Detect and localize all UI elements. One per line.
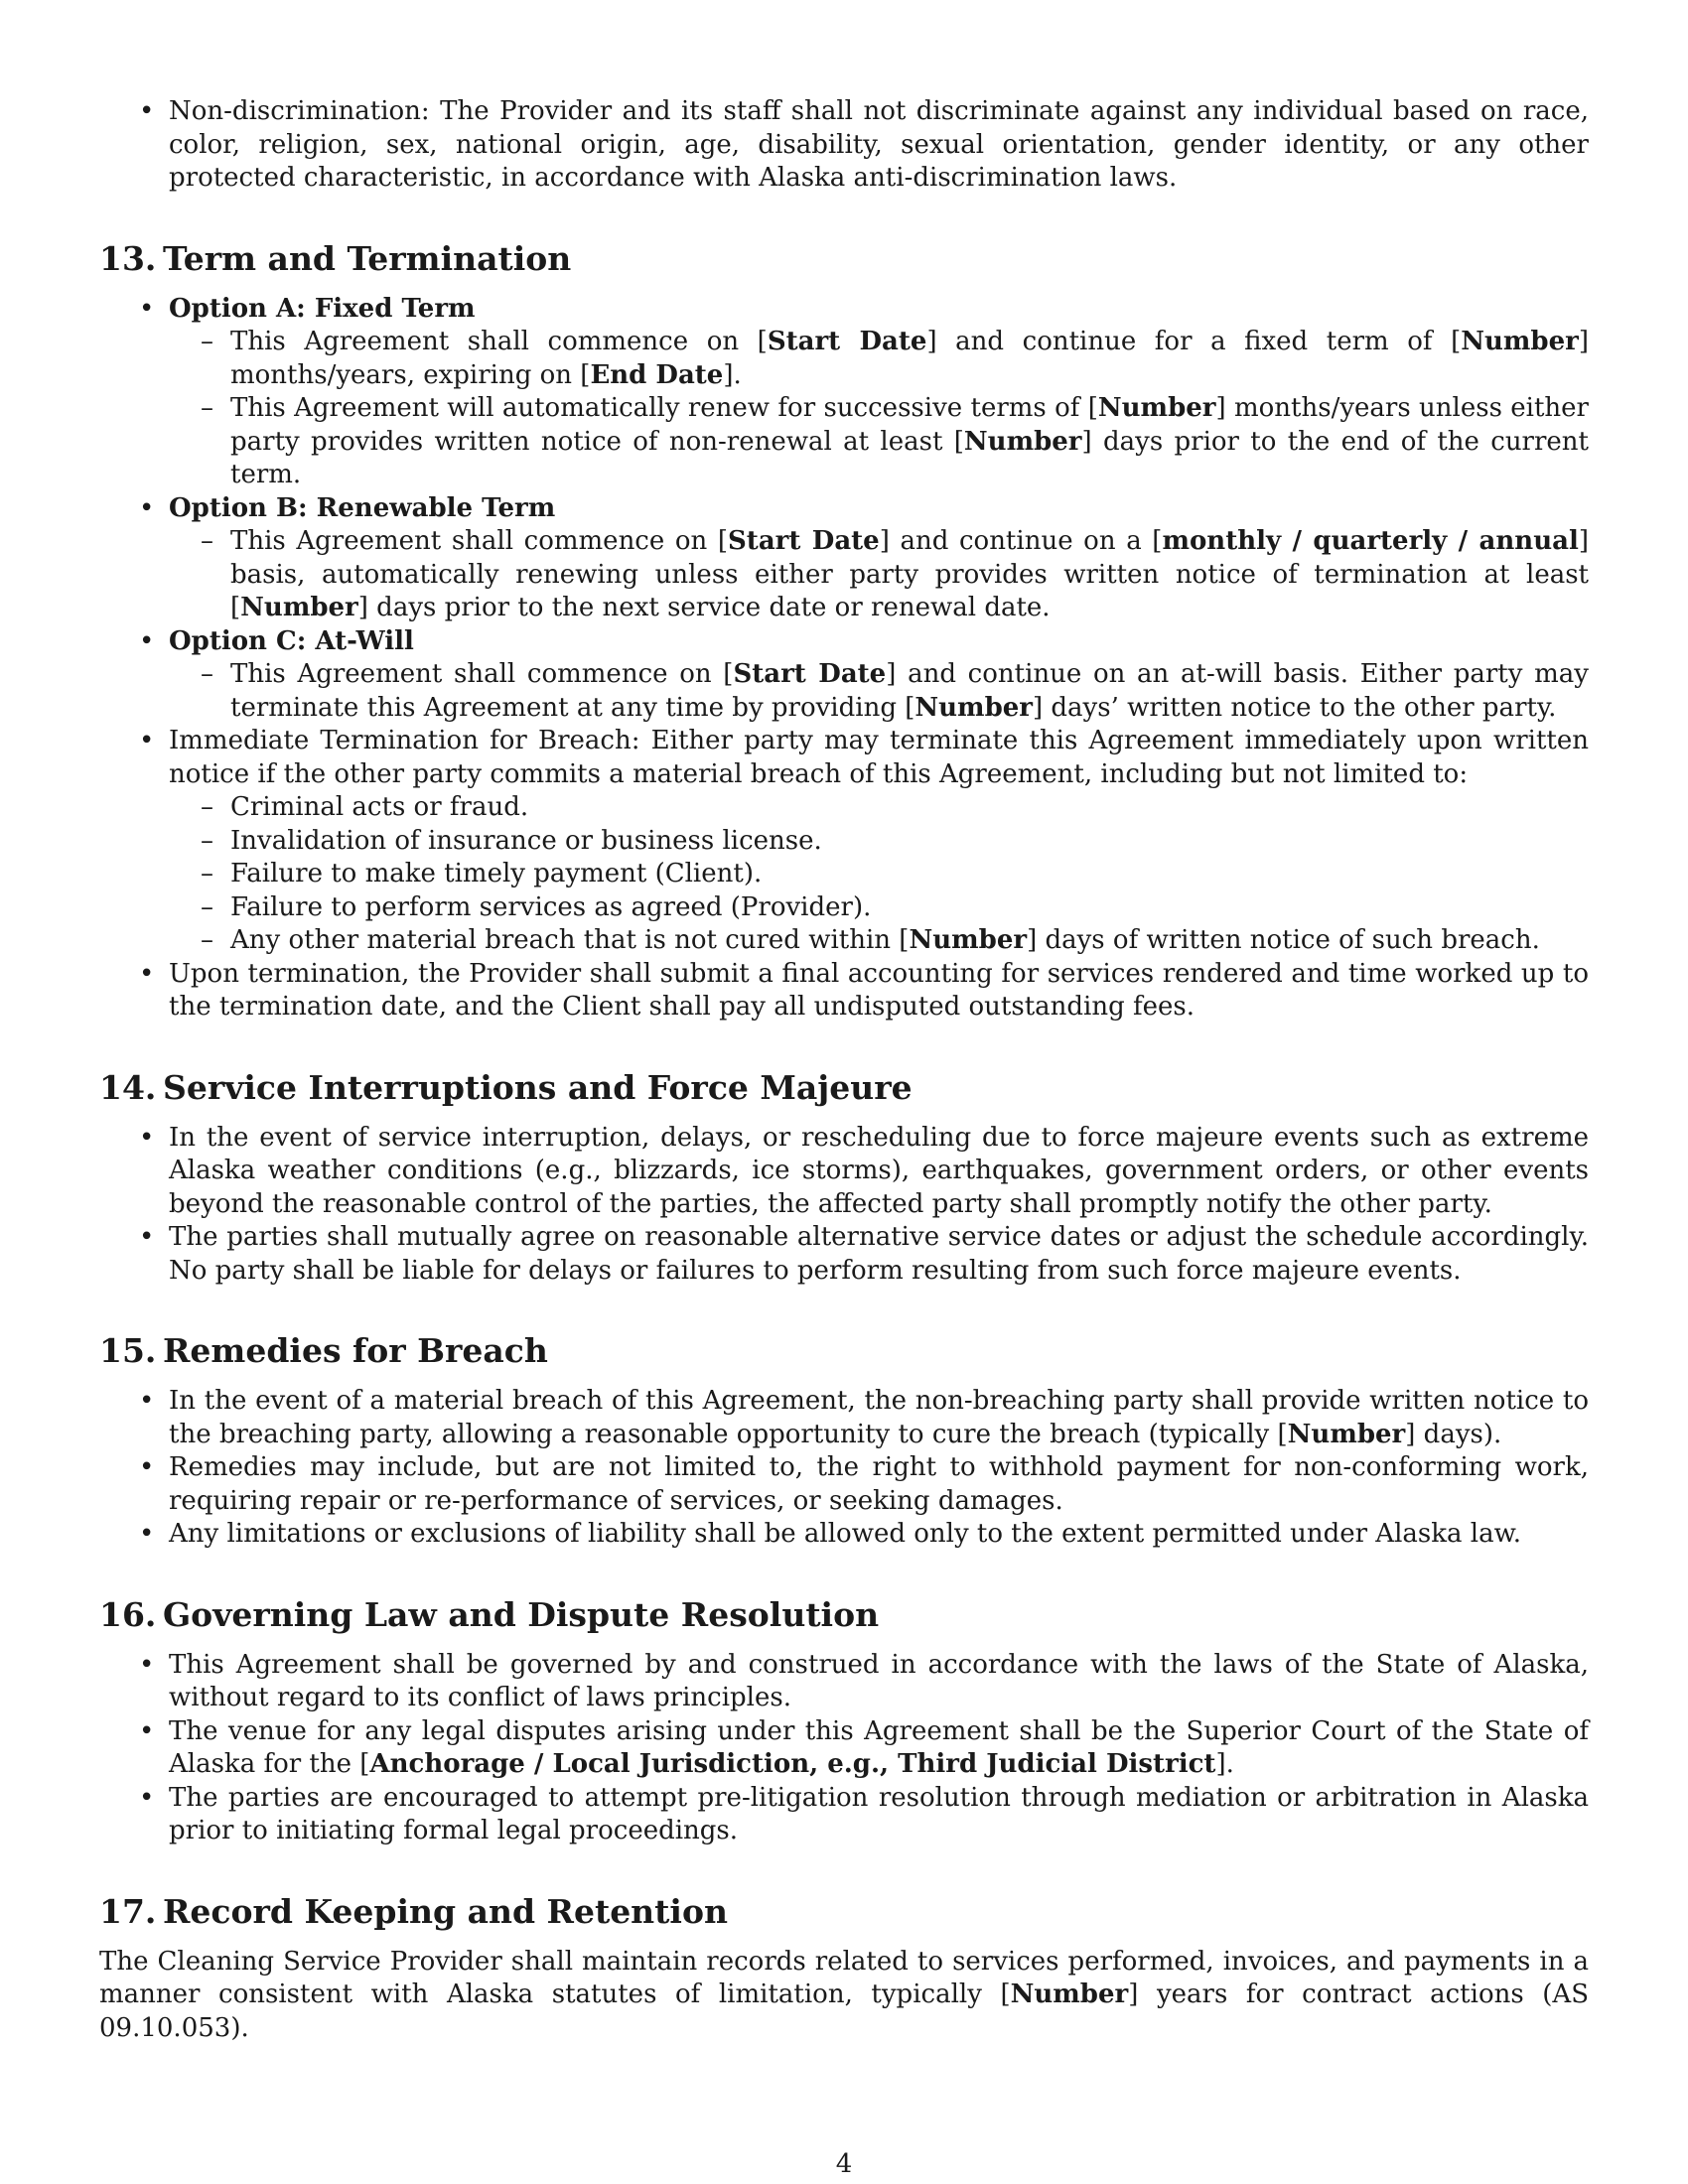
- section-16-list: [99, 1649, 1589, 1848]
- breach-item: • Immediate Termination for Breach: Either party may terminate this Agreement immediately upon written notice if the other party commits a material breach of this Agreement, including but not limited to: – Criminal acts or fraud. – Invalidation of insurance or business license. – Failure to make timely payment (Client). – Failure to perform services as agreed (Provider). – Any other material breach that is not cured within [Number] days of written notice of such breach.: [99, 725, 1589, 958]
- section-heading-17: 17. Record Keeping and Retention: [99, 1891, 728, 1931]
- section-heading-15: 15. Remedies for Breach: [99, 1331, 548, 1370]
- placeholder: Start Date: [728, 526, 880, 556]
- placeholder: Number: [1287, 1419, 1406, 1449]
- section-13-list: [99, 293, 1589, 1024]
- list-item: • The parties are encouraged to attempt pre-litigation resolution through mediation or arbitration in Alaska prior to initiating formal legal proceedings.: [99, 1782, 1589, 1848]
- option-a: [99, 293, 1589, 492]
- list-item: • Upon termination, the Provider shall submit a final accounting for services rendered and time worked up to the termination date, and the Client shall pay all undisputed outstanding fees.: [99, 958, 1589, 1024]
- page-number: 4: [835, 2149, 853, 2179]
- placeholder: Number: [909, 925, 1028, 955]
- placeholder: monthly / quarterly / annual: [1162, 526, 1579, 556]
- option-label: Option A: Fixed Term: [169, 293, 476, 324]
- list-item: – This Agreement shall commence on [Start Date] and continue for a fixed term of [Number] months/years, expiring on [End Date].: [169, 326, 1589, 392]
- list-item: – Invalidation of insurance or business license.: [169, 825, 1589, 859]
- placeholder: Start Date: [733, 659, 887, 689]
- placeholder: Number: [1097, 393, 1216, 423]
- section-14-list: [99, 1122, 1589, 1289]
- section-15-list: [99, 1385, 1589, 1552]
- list-item: • Remedies may include, but are not limited to, the right to withhold payment for non-conforming work, requiring repair or re-performance of services, or seeking damages.: [99, 1451, 1589, 1518]
- option-label: Option C: At-Will: [169, 625, 414, 656]
- placeholder: Number: [963, 426, 1082, 457]
- list-item: • The parties shall mutually agree on reasonable alternative service dates or adjust the schedule accordingly. No party shall be liable for delays or failures to perform resulting from such force majeure events.: [99, 1221, 1589, 1288]
- list-item: – Failure to perform services as agreed (Provider).: [169, 891, 1589, 925]
- list-item: • In the event of service interruption, delays, or rescheduling due to force majeure events such as extreme Alaska weather conditions (e.g., blizzards, ice storms), earthquakes, government orders, or other events beyond the reasonable control of the parties, the affected party shall promptly notify the other party.: [99, 1122, 1589, 1222]
- list-item: • Any limitations or exclusions of liability shall be allowed only to the extent permitted under Alaska law.: [99, 1518, 1589, 1552]
- list-item: • The venue for any legal disputes arising under this Agreement shall be the Superior Court of the State of Alaska for the [Anchorage / Local Jurisdiction, e.g., Third Judicial District].: [99, 1715, 1589, 1782]
- list-item: – This Agreement will automatically renew for successive terms of [Number] months/years unless either party provides written notice of non-renewal at least [Number] days prior to the end of the current term.: [169, 392, 1589, 492]
- placeholder: Number: [1010, 1979, 1129, 2009]
- paragraph: The Cleaning Service Provider shall maintain records related to services performed, invoices, and payments in a manner consistent with Alaska statutes of limitation, typically [Number] years for contract actions (AS 09.10.053).: [99, 1946, 1589, 2043]
- list-item: – This Agreement shall commence on [Start Date] and continue on an at-will basis. Either party may terminate this Agreement at any time by providing [Number] days’ written notice to the other party.: [169, 658, 1589, 725]
- placeholder: Start Date: [767, 327, 927, 356]
- list-item: • In the event of a material breach of this Agreement, the non-breaching party shall provide written notice to the breaching party, allowing a reasonable opportunity to cure the breach (typically [Number] days).: [99, 1385, 1589, 1451]
- section-heading-16: 16. Governing Law and Dispute Resolution: [99, 1594, 880, 1634]
- list-item: – Failure to make timely payment (Client).: [169, 858, 1589, 891]
- placeholder: Number: [914, 692, 1033, 723]
- option-label: Option B: Renewable Term: [169, 492, 556, 523]
- placeholder: Number: [240, 593, 358, 622]
- intro-list: [99, 95, 1589, 196]
- section-heading-14: 14. Service Interruptions and Force Majeure: [99, 1067, 913, 1107]
- list-item: • Non-discrimination: The Provider and its staff shall not discriminate against any individual based on race, color, religion, sex, national origin, age, disability, sexual orientation, gender identity, or any other protected characteristic, in accordance with Alaska anti-discrimination laws.: [99, 95, 1589, 196]
- list-item: – Any other material breach that is not cured within [Number] days of written notice of such breach.: [169, 924, 1589, 958]
- option-c: [99, 625, 1589, 726]
- list-item: – Criminal acts or fraud.: [169, 791, 1589, 825]
- list-item: • This Agreement shall be governed by and construed in accordance with the laws of the State of Alaska, without regard to its conflict of laws principles.: [99, 1649, 1589, 1715]
- list-item: – This Agreement shall commence on [Start Date] and continue on a [monthly / quarterly / annual] basis, automatically renewing unless either party provides written notice of termination at least [Number] days prior to the next service date or renewal date.: [169, 525, 1589, 625]
- section-heading-13: 13. Term and Termination: [99, 238, 572, 278]
- placeholder: End Date: [590, 359, 724, 390]
- option-b: [99, 492, 1589, 625]
- placeholder: Number: [1461, 327, 1579, 356]
- placeholder: Anchorage / Local Jurisdiction, e.g., Third Judicial District: [369, 1749, 1216, 1779]
